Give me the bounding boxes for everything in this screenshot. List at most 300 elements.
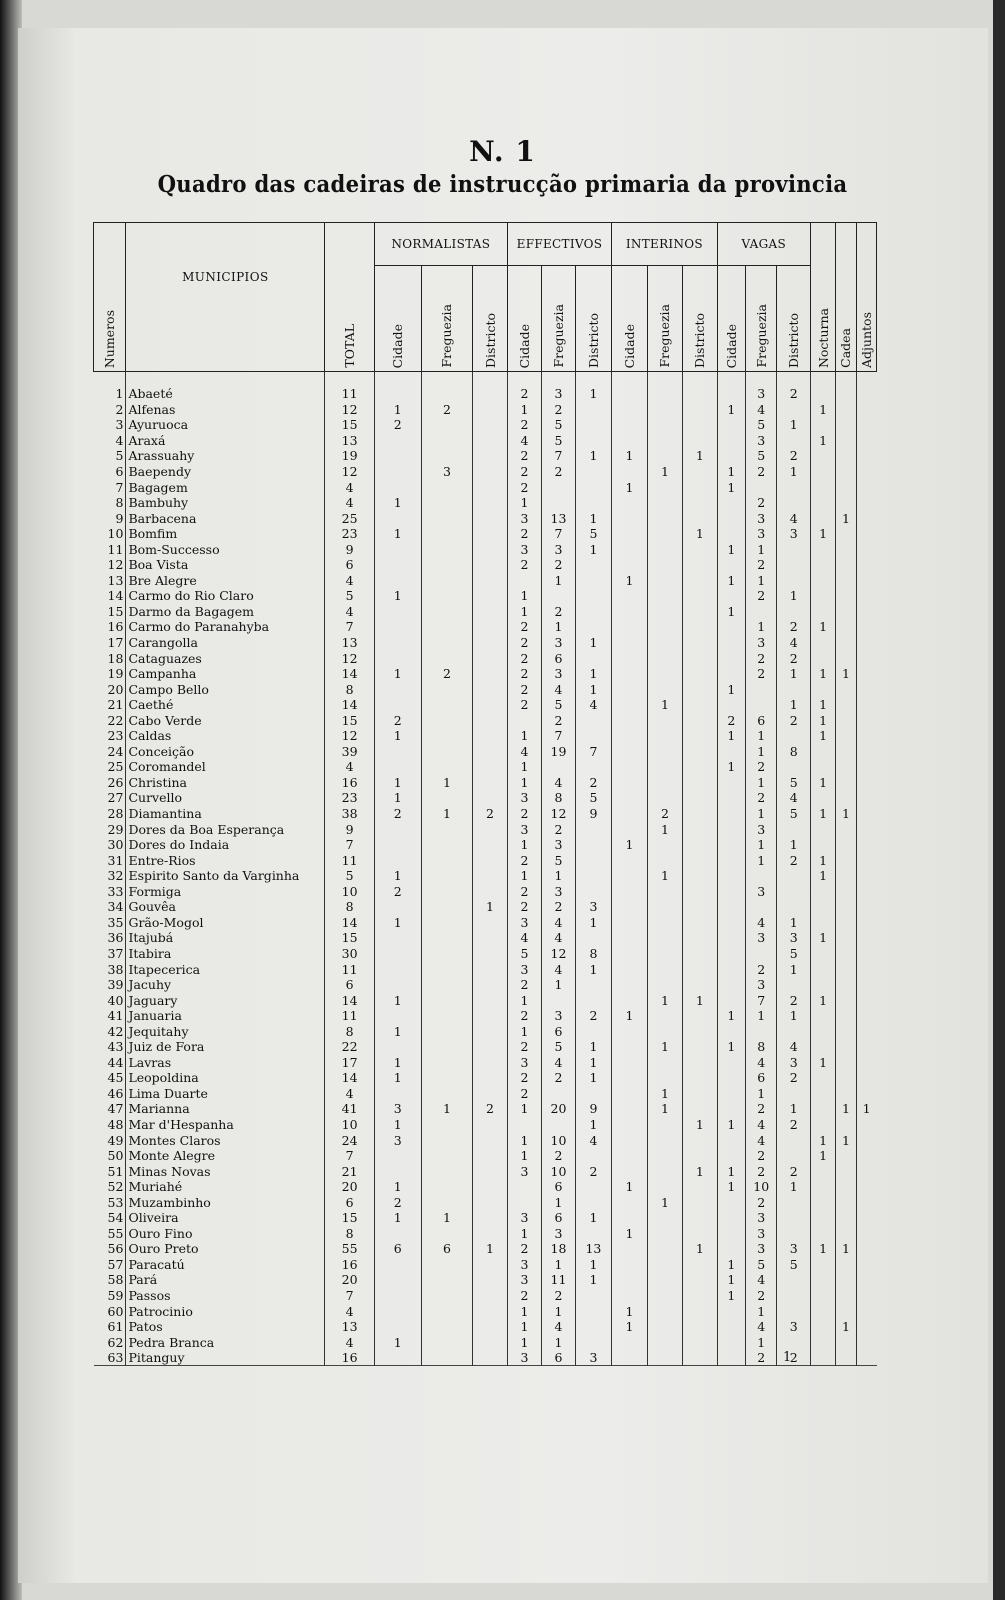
count-cell	[473, 1023, 507, 1039]
count-cell	[542, 588, 575, 604]
count-cell	[683, 510, 717, 526]
count-cell: 2	[777, 448, 811, 464]
count-cell	[810, 899, 835, 915]
count-cell: 2	[777, 992, 811, 1008]
count-cell	[836, 417, 856, 433]
count-cell	[612, 790, 647, 806]
total-cell: 41	[325, 1101, 375, 1117]
count-cell	[647, 573, 682, 589]
count-cell	[717, 961, 745, 977]
effectivos-header: EFFECTIVOS	[507, 223, 611, 266]
effectivos-districto-header: Districto	[575, 266, 612, 372]
count-cell	[683, 775, 717, 791]
count-cell	[683, 1334, 717, 1350]
count-cell	[473, 1132, 507, 1148]
municipio-name: Carmo do Paranahyba	[126, 619, 325, 635]
count-cell	[374, 1257, 421, 1273]
count-cell	[683, 837, 717, 853]
count-cell	[612, 526, 647, 542]
count-cell: 1	[717, 759, 745, 775]
total-cell: 22	[325, 1039, 375, 1055]
count-cell	[810, 1303, 835, 1319]
count-cell	[647, 402, 682, 418]
row-number: 62	[107, 1334, 124, 1350]
count-cell	[836, 837, 856, 853]
count-cell: 1	[717, 728, 745, 744]
count-cell	[777, 1210, 811, 1226]
count-cell	[683, 697, 717, 713]
count-cell	[575, 1194, 612, 1210]
count-cell: 4	[746, 1055, 777, 1071]
row-number: 49	[107, 1132, 124, 1148]
count-cell: 13	[542, 510, 575, 526]
count-cell: 1	[507, 728, 541, 744]
count-cell: 3	[542, 372, 575, 402]
municipio-name: Jaguary	[126, 992, 325, 1008]
count-cell	[810, 1272, 835, 1288]
count-cell: 1	[647, 992, 682, 1008]
count-cell	[856, 852, 876, 868]
table-row	[94, 1272, 877, 1288]
count-cell: 1	[507, 992, 541, 1008]
count-cell: 2	[507, 1086, 541, 1102]
count-cell	[683, 930, 717, 946]
count-cell: 1	[612, 1303, 647, 1319]
count-cell: 3	[746, 1241, 777, 1257]
count-cell: 6	[746, 1070, 777, 1086]
count-cell	[542, 992, 575, 1008]
count-cell: 4	[777, 510, 811, 526]
count-cell	[473, 619, 507, 635]
count-cell: 2	[542, 899, 575, 915]
count-cell: 1	[374, 1023, 421, 1039]
count-cell	[421, 526, 473, 542]
interinos-freguezia-header: Freguezia	[647, 266, 682, 372]
count-cell	[647, 541, 682, 557]
row-number: 21	[107, 697, 124, 713]
municipio-name: Bambuhy	[126, 495, 325, 511]
count-cell: 1	[647, 1086, 682, 1102]
count-cell	[575, 604, 612, 620]
count-cell	[612, 1132, 647, 1148]
table-row	[94, 1101, 877, 1117]
count-cell	[647, 681, 682, 697]
count-cell	[856, 1272, 876, 1288]
count-cell: 1	[575, 635, 612, 651]
count-cell	[836, 899, 856, 915]
count-cell: 6	[542, 1179, 575, 1195]
count-cell	[374, 619, 421, 635]
count-cell: 3	[507, 541, 541, 557]
count-cell: 5	[542, 852, 575, 868]
footer-mark: 1	[783, 1350, 792, 1365]
count-cell	[612, 899, 647, 915]
count-cell	[810, 635, 835, 651]
count-cell: 4	[746, 915, 777, 931]
count-cell	[856, 650, 876, 666]
count-cell	[717, 619, 745, 635]
total-cell: 4	[325, 479, 375, 495]
total-cell: 10	[325, 1117, 375, 1133]
count-cell	[647, 448, 682, 464]
count-cell: 2	[647, 806, 682, 822]
count-cell	[683, 1226, 717, 1242]
count-cell	[421, 946, 473, 962]
municipio-name: Lima Duarte	[126, 1086, 325, 1102]
count-cell	[647, 1210, 682, 1226]
count-cell	[612, 1210, 647, 1226]
count-cell	[836, 433, 856, 449]
count-cell: 13	[575, 1241, 612, 1257]
count-cell: 4	[575, 1132, 612, 1148]
count-cell: 1	[374, 1055, 421, 1071]
count-cell	[612, 946, 647, 962]
count-cell: 1	[374, 775, 421, 791]
count-cell: 12	[542, 806, 575, 822]
row-number: 26	[107, 774, 124, 790]
count-cell: 3	[777, 526, 811, 542]
count-cell	[777, 541, 811, 557]
count-cell	[777, 821, 811, 837]
total-cell: 7	[325, 619, 375, 635]
count-cell: 2	[746, 1194, 777, 1210]
total-cell: 8	[325, 681, 375, 697]
count-cell	[683, 899, 717, 915]
count-cell	[612, 681, 647, 697]
count-cell: 2	[542, 557, 575, 573]
count-cell	[856, 697, 876, 713]
table-row	[94, 884, 877, 900]
count-cell	[856, 868, 876, 884]
count-cell	[717, 806, 745, 822]
municipio-name: Muzambinho	[126, 1194, 325, 1210]
count-cell	[421, 1023, 473, 1039]
count-cell	[473, 728, 507, 744]
count-cell: 2	[746, 1163, 777, 1179]
count-cell	[810, 1226, 835, 1242]
count-cell: 2	[507, 464, 541, 480]
count-cell: 1	[374, 1070, 421, 1086]
count-cell	[647, 728, 682, 744]
count-cell: 1	[777, 588, 811, 604]
count-cell	[473, 666, 507, 682]
count-cell	[777, 1086, 811, 1102]
count-cell	[856, 1194, 876, 1210]
count-cell	[421, 992, 473, 1008]
count-cell	[612, 541, 647, 557]
count-cell	[810, 961, 835, 977]
table-row	[94, 557, 877, 573]
count-cell	[856, 759, 876, 775]
count-cell	[612, 1241, 647, 1257]
count-cell: 3	[777, 1241, 811, 1257]
count-cell: 1	[542, 977, 575, 993]
count-cell: 3	[575, 1350, 612, 1366]
count-cell	[777, 573, 811, 589]
count-cell: 1	[507, 1319, 541, 1335]
count-cell: 2	[507, 852, 541, 868]
row-number: 35	[107, 914, 124, 930]
count-cell: 3	[507, 915, 541, 931]
count-cell: 3	[542, 541, 575, 557]
municipio-name: Monte Alegre	[126, 1148, 325, 1164]
municipio-name: Campanha	[126, 666, 325, 682]
total-cell: 6	[325, 977, 375, 993]
municipio-name: Bom-Successo	[126, 541, 325, 557]
count-cell: 1	[777, 464, 811, 480]
count-cell: 1	[810, 806, 835, 822]
total-cell: 15	[325, 1210, 375, 1226]
count-cell	[421, 448, 473, 464]
count-cell: 1	[810, 1132, 835, 1148]
count-cell: 1	[507, 1334, 541, 1350]
count-cell	[683, 1194, 717, 1210]
count-cell	[683, 790, 717, 806]
count-cell	[746, 946, 777, 962]
count-cell: 1	[810, 433, 835, 449]
municipio-name: Caethé	[126, 697, 325, 713]
count-cell	[810, 1288, 835, 1304]
municipio-name: Abaeté	[126, 372, 325, 402]
adjuntos-header: Adjuntos	[856, 223, 876, 372]
count-cell	[683, 557, 717, 573]
normalistas-header: NORMALISTAS	[374, 223, 507, 266]
count-cell: 3	[746, 635, 777, 651]
count-cell	[421, 635, 473, 651]
count-cell	[647, 930, 682, 946]
count-cell	[421, 417, 473, 433]
row-number: 5	[115, 448, 124, 464]
count-cell: 1	[810, 712, 835, 728]
count-cell	[836, 744, 856, 760]
count-cell: 1	[542, 1257, 575, 1273]
count-cell	[421, 852, 473, 868]
count-cell: 1	[777, 417, 811, 433]
count-cell	[856, 1241, 876, 1257]
count-cell: 1	[836, 1241, 856, 1257]
table-row	[94, 1303, 877, 1319]
count-cell: 1	[777, 666, 811, 682]
table-row	[94, 1288, 877, 1304]
count-cell	[856, 712, 876, 728]
table-row	[94, 619, 877, 635]
count-cell	[612, 433, 647, 449]
count-cell	[683, 1055, 717, 1071]
row-number: 8	[115, 495, 124, 511]
total-cell: 55	[325, 1241, 375, 1257]
municipio-name: Montes Claros	[126, 1132, 325, 1148]
count-cell	[717, 495, 745, 511]
municipio-name: Darmo da Bagagem	[126, 604, 325, 620]
count-cell: 2	[507, 1039, 541, 1055]
count-cell	[810, 681, 835, 697]
count-cell	[836, 681, 856, 697]
count-cell: 1	[683, 448, 717, 464]
count-cell	[836, 1194, 856, 1210]
total-cell: 14	[325, 666, 375, 682]
count-cell	[777, 479, 811, 495]
row-number: 61	[107, 1319, 124, 1335]
table-row	[94, 992, 877, 1008]
count-cell: 1	[777, 1008, 811, 1024]
total-cell: 20	[325, 1179, 375, 1195]
count-cell	[374, 1039, 421, 1055]
count-cell	[856, 930, 876, 946]
row-number: 36	[107, 930, 124, 946]
count-cell: 1	[647, 697, 682, 713]
count-cell	[507, 1117, 541, 1133]
count-cell: 6	[746, 712, 777, 728]
table-row	[94, 604, 877, 620]
count-cell: 1	[810, 1148, 835, 1164]
count-cell	[717, 899, 745, 915]
count-cell: 2	[374, 1194, 421, 1210]
count-cell	[612, 728, 647, 744]
count-cell	[856, 1319, 876, 1335]
count-cell	[777, 977, 811, 993]
total-cell: 10	[325, 884, 375, 900]
count-cell	[717, 526, 745, 542]
row-number: 63	[107, 1350, 124, 1366]
count-cell	[856, 1148, 876, 1164]
row-number: 7	[115, 479, 124, 495]
count-cell	[810, 573, 835, 589]
count-cell	[647, 417, 682, 433]
municipio-name: Gouvêa	[126, 899, 325, 915]
count-cell: 5	[746, 448, 777, 464]
count-cell	[612, 1086, 647, 1102]
table-row	[94, 1132, 877, 1148]
total-header: TOTAL	[325, 223, 375, 372]
count-cell	[777, 604, 811, 620]
table-row	[94, 1023, 877, 1039]
count-cell	[421, 557, 473, 573]
count-cell	[421, 541, 473, 557]
count-cell	[717, 666, 745, 682]
count-cell: 6	[542, 1210, 575, 1226]
count-cell	[856, 1132, 876, 1148]
count-cell: 7	[542, 728, 575, 744]
total-cell: 11	[325, 1008, 375, 1024]
count-cell	[717, 510, 745, 526]
count-cell: 1	[836, 1319, 856, 1335]
count-cell	[810, 1210, 835, 1226]
count-cell: 1	[374, 495, 421, 511]
table-row	[94, 946, 877, 962]
municipio-name: Juiz de Fora	[126, 1039, 325, 1055]
count-cell	[683, 1070, 717, 1086]
count-cell: 1	[612, 1008, 647, 1024]
count-cell	[542, 479, 575, 495]
count-cell	[746, 899, 777, 915]
municipio-name: Itabira	[126, 946, 325, 962]
count-cell	[777, 1226, 811, 1242]
count-cell	[836, 759, 856, 775]
count-cell	[374, 541, 421, 557]
count-cell	[647, 837, 682, 853]
table-row	[94, 479, 877, 495]
count-cell	[647, 526, 682, 542]
count-cell	[473, 1272, 507, 1288]
count-cell	[856, 464, 876, 480]
count-cell	[647, 510, 682, 526]
table-row	[94, 1334, 877, 1350]
total-cell: 4	[325, 604, 375, 620]
count-cell	[612, 852, 647, 868]
count-cell: 2	[746, 759, 777, 775]
count-cell	[683, 884, 717, 900]
count-cell: 1	[717, 1039, 745, 1055]
table-row	[94, 402, 877, 418]
count-cell: 7	[746, 992, 777, 1008]
count-cell	[421, 728, 473, 744]
total-cell: 8	[325, 1226, 375, 1242]
count-cell: 4	[777, 1039, 811, 1055]
count-cell: 1	[374, 402, 421, 418]
municipio-name: Alfenas	[126, 402, 325, 418]
count-cell	[647, 899, 682, 915]
count-cell: 2	[421, 666, 473, 682]
count-cell	[612, 650, 647, 666]
count-cell	[810, 946, 835, 962]
numeros-header: Numeros	[94, 223, 126, 372]
count-cell: 1	[575, 666, 612, 682]
count-cell	[810, 1117, 835, 1133]
count-cell	[836, 372, 856, 402]
count-cell	[421, 1288, 473, 1304]
count-cell: 1	[683, 1241, 717, 1257]
total-cell: 12	[325, 402, 375, 418]
count-cell: 1	[810, 992, 835, 1008]
count-cell: 1	[421, 775, 473, 791]
count-cell: 1	[746, 573, 777, 589]
municipio-name: Mar d'Hespanha	[126, 1117, 325, 1133]
count-cell	[374, 1272, 421, 1288]
count-cell	[836, 992, 856, 1008]
count-cell	[810, 1257, 835, 1273]
count-cell: 10	[746, 1179, 777, 1195]
count-cell	[836, 1117, 856, 1133]
row-number: 54	[107, 1210, 124, 1226]
count-cell	[856, 1350, 876, 1366]
count-cell	[836, 712, 856, 728]
count-cell: 2	[507, 1288, 541, 1304]
count-cell: 1	[810, 868, 835, 884]
count-cell	[836, 884, 856, 900]
count-cell	[856, 821, 876, 837]
count-cell	[374, 697, 421, 713]
total-cell: 7	[325, 1148, 375, 1164]
count-cell: 1	[746, 806, 777, 822]
count-cell: 1	[717, 464, 745, 480]
count-cell	[421, 573, 473, 589]
table-row	[94, 495, 877, 511]
count-cell: 1	[810, 1241, 835, 1257]
total-cell: 25	[325, 510, 375, 526]
count-cell: 2	[507, 697, 541, 713]
count-cell	[473, 775, 507, 791]
count-cell	[810, 1101, 835, 1117]
count-cell: 2	[507, 899, 541, 915]
count-cell: 1	[746, 1334, 777, 1350]
count-cell	[647, 946, 682, 962]
count-cell	[836, 852, 856, 868]
count-cell	[575, 402, 612, 418]
count-cell	[856, 977, 876, 993]
table-row	[94, 1194, 877, 1210]
count-cell: 1	[836, 510, 856, 526]
row-number: 41	[107, 1008, 124, 1024]
